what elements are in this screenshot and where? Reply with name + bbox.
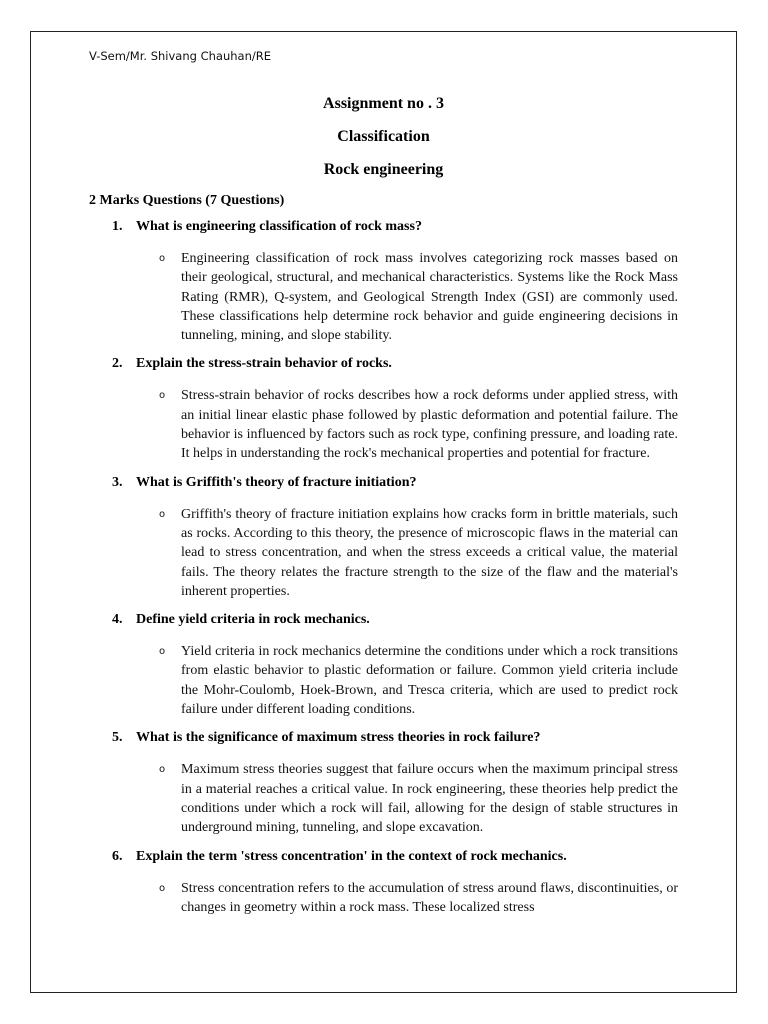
question-number: 6. — [112, 848, 123, 864]
question-text: Define yield criteria in rock mechanics. — [136, 612, 370, 628]
document-page — [30, 31, 737, 993]
answer-paragraph — [159, 249, 678, 345]
answer-paragraph — [159, 879, 678, 918]
question-number: 3. — [112, 474, 123, 490]
question-heading — [31, 217, 736, 240]
answer-paragraph — [159, 642, 678, 719]
question-list — [31, 217, 736, 926]
question-heading — [31, 473, 736, 496]
answer-text: Maximum stress theories suggest that failure occurs when the maximum principal stress in a material reaches a critical value. In rock engineering, these theories help predict the conditions under which a rock will fail, allowing for the design of stable structures in underground mining, tunneling, and slope excavation. — [181, 762, 678, 836]
section-title: 2 Marks Questions (7 Questions) — [89, 193, 285, 208]
question-item — [31, 354, 736, 463]
hollow-bullet-icon: o — [159, 764, 166, 776]
hollow-bullet-icon: o — [159, 646, 166, 658]
answer-paragraph — [159, 505, 678, 601]
question-heading — [31, 354, 736, 377]
question-number: 5. — [112, 730, 123, 746]
hollow-bullet-icon: o — [159, 882, 166, 894]
question-text: Explain the stress-strain behavior of rocks. — [136, 356, 392, 372]
page-header: V-Sem/Mr. Shivang Chauhan/RE — [89, 49, 271, 63]
question-item — [31, 610, 736, 719]
answer-text: Engineering classification of rock mass involves categorizing rock masses based on their geological, structural, and mechanical characteristics. Systems like the Rock Mass Rating (RMR), Q-system, and Geological Strength Index (GSI) are commonly used. These classifications help determine rock behavior and guide engineering decisions in tunneling, mining, and slope stability. — [181, 251, 678, 344]
answer-paragraph — [159, 760, 678, 837]
question-heading — [31, 728, 736, 751]
hollow-bullet-icon: o — [159, 390, 166, 402]
answer-text: Stress concentration refers to the accumulation of stress around flaws, discontinuities, or changes in geometry within a rock mass. These localized stress — [181, 880, 678, 915]
answer-text: Yield criteria in rock mechanics determine the conditions under which a rock transitions from elastic behavior to plastic deformation or failure. Common yield criteria include the Mohr-Coulomb, Hoek-Brown, and Tresca criteria, which are used to predict rock failure under different loading conditions. — [181, 644, 678, 718]
question-text: What is Griffith's theory of fracture initiation? — [136, 474, 417, 490]
question-heading — [31, 610, 736, 633]
answer-text: Griffith's theory of fracture initiation explains how cracks form in brittle materials, such as rocks. According to this theory, the presence of microscopic flaws in the material can lead to stress concentration, and when the stress exceeds a critical value, the material fails. The theory relates the fracture strength to the size of the flaw and the material's inherent properties. — [181, 506, 678, 599]
hollow-bullet-icon: o — [159, 508, 166, 520]
assignment-title: Assignment no . 3 — [323, 95, 444, 112]
question-item — [31, 847, 736, 918]
answer-text: Stress-strain behavior of rocks describes how a rock deforms under applied stress, with an initial linear elastic phase followed by plastic deformation and potential failure. The behavior is influenced by factors such as rock type, confining pressure, and loading rate. It helps in understanding the rock's mechanical properties and potential for fracture. — [181, 388, 678, 462]
question-item — [31, 473, 736, 601]
question-text: What is the significance of maximum stress theories in rock failure? — [136, 730, 541, 746]
question-number: 4. — [112, 612, 123, 628]
question-heading — [31, 847, 736, 870]
question-item — [31, 217, 736, 345]
question-text: Explain the term 'stress concentration' in the context of rock mechanics. — [136, 848, 567, 864]
hollow-bullet-icon: o — [159, 253, 166, 264]
question-number: 2. — [112, 356, 123, 372]
answer-paragraph — [159, 386, 678, 463]
subject-title: Rock engineering — [323, 161, 444, 178]
question-item — [31, 728, 736, 837]
question-number: 1. — [112, 219, 123, 234]
question-text: What is engineering classification of rock mass? — [136, 219, 422, 234]
classification-title: Classification — [337, 128, 430, 145]
